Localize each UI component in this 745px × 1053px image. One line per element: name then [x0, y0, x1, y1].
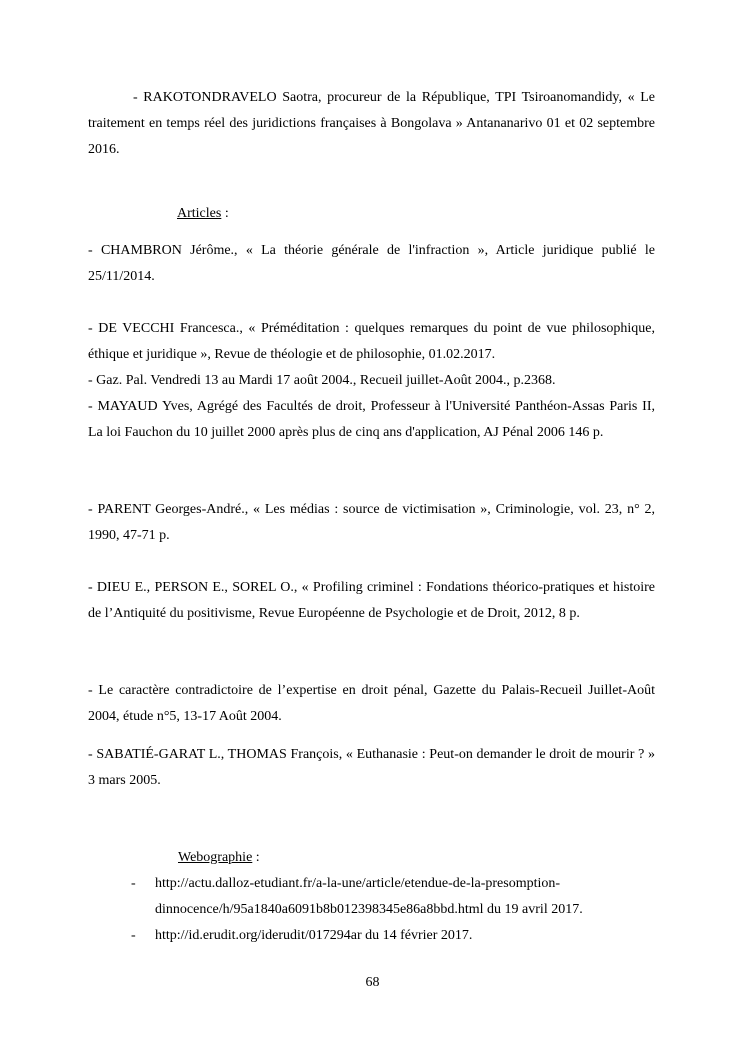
article-entry	[88, 742, 655, 794]
article-entry-text: - DE VECCHI Francesca., « Préméditation : quelques remarques du point de vue philosophique, éthique et juridique », Revue de théologie et de philosophie, 01.02.2017.	[88, 321, 655, 362]
article-entry-text: - DIEU E., PERSON E., SOREL O., « Profiling criminel : Fondations théorico-pratiques et histoire de l’Antiquité du positivisme, Revue Européenne de Psychologie et de Droit, 2012, 8 p.	[88, 580, 655, 621]
bibliography-entry-rakotondravelo	[88, 85, 655, 163]
list-bullet: -	[131, 928, 136, 943]
article-entry	[88, 238, 655, 290]
article-entry-text: - PARENT Georges-André., « Les médias : source de victimisation », Criminologie, vol. 23, n° 2, 1990, 47-71 p.	[88, 502, 655, 543]
list-bullet: -	[131, 876, 136, 891]
webographie-heading: Webographie :	[178, 850, 260, 865]
article-entry	[88, 394, 655, 446]
article-entry	[88, 497, 655, 549]
article-entry-text: - Le caractère contradictoire de l’expertise en droit pénal, Gazette du Palais-Recueil Juillet-Août 2004, étude n°5, 13-17 Août 2004.	[88, 683, 655, 724]
web-link-text[interactable]: http://id.erudit.org/iderudit/017294ar du 14 février 2017.	[155, 928, 473, 943]
web-link-item[interactable]	[133, 871, 655, 923]
article-entry-text: - SABATIÉ-GARAT L., THOMAS François, « Euthanasie : Peut-on demander le droit de mourir ? » 3 mars 2005.	[88, 747, 655, 788]
web-link-item[interactable]	[133, 923, 655, 949]
article-entry	[88, 678, 655, 730]
entry-first-line: - RAKOTONDRAVELO Saotra, procureur de la République, TPI Tsiroanomandidy, « Le traitement en temps réel des juridictions françaises à Bongolava » Antananarivo 01 et 02 septembre 2016.	[88, 90, 655, 157]
article-entry-text: - Gaz. Pal. Vendredi 13 au Mardi 17 août 2004., Recueil juillet-Août 2004., p.2368.	[88, 373, 556, 388]
article-entry	[88, 316, 655, 368]
article-entry-text: - MAYAUD Yves, Agrégé des Facultés de droit, Professeur à l'Université Panthéon-Assas Paris II, La loi Fauchon du 10 juillet 2000 après plus de cinq ans d'application, AJ Pénal 2006 146 p.	[88, 399, 655, 440]
article-entry	[88, 575, 655, 627]
articles-heading: Articles :	[177, 206, 229, 221]
page-number: 68	[365, 975, 380, 990]
article-entry-text: - CHAMBRON Jérôme., « La théorie générale de l'infraction », Article juridique publié le 25/11/2014.	[88, 243, 655, 284]
web-link-text[interactable]: http://actu.dalloz-etudiant.fr/a-la-une/article/etendue-de-la-presomption-dinnocence/h/95a1840a6091b8b012398345e86a8bbd.html du 19 avril 2017.	[155, 876, 583, 917]
article-entry	[88, 368, 655, 394]
